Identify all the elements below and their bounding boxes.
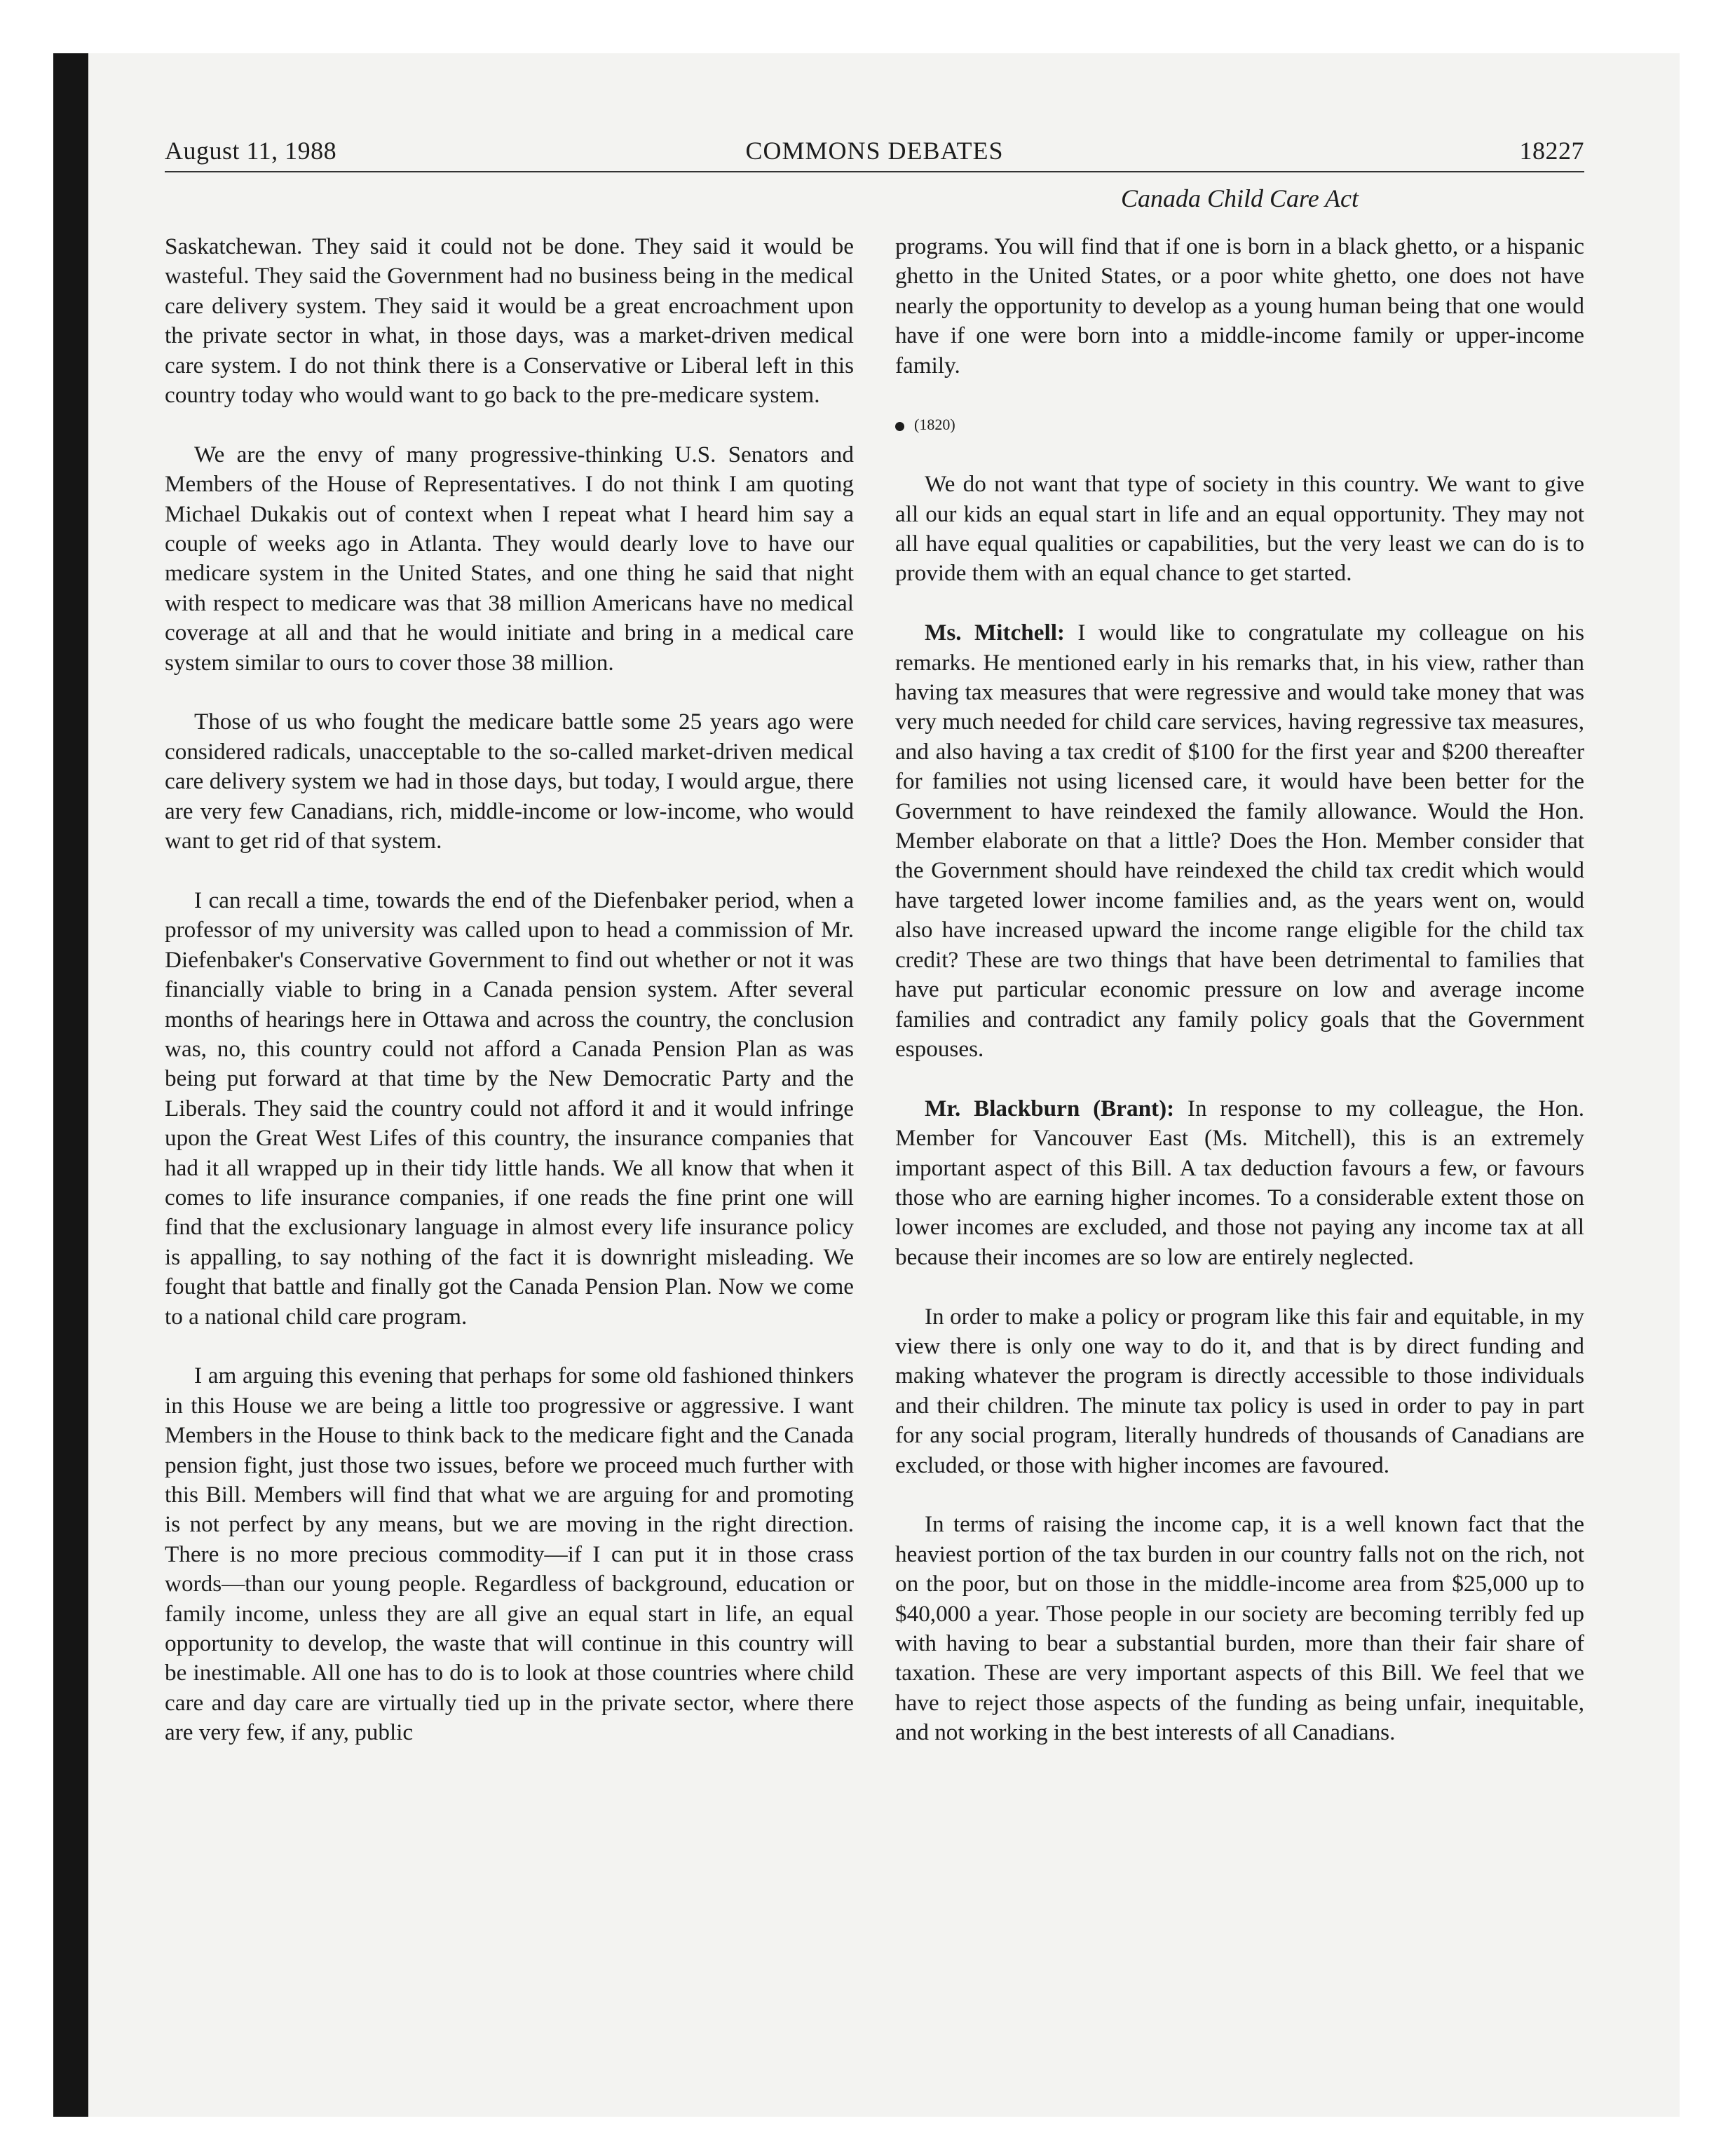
paragraph: In order to make a policy or program like this fair and equitable, in my view there is only one way to do it, and that is by direct funding and making whatever the program is directly accessible to those individuals and their children. The minute tax policy is used in order to pay in part for any social program, literally hundreds of thousands of Canadians are excluded, or those with higher incomes are favoured.	[895, 1303, 1584, 1478]
paragraph: Those of us who fought the medicare battle some 25 years ago were considered radicals, unacceptable to the so-called market-driven medical care delivery system we had in those days, but today, I would argue, there are very few Canadians, rich, middle-income or low-income, who would want to get rid of that system.	[165, 709, 854, 854]
paragraph: Saskatchewan. They said it could not be done. They said it would be wasteful. They said the Government had no business being in the medical care delivery system. They said it would be a great encroachment upon the private sector in what, in those days, was a market-driven medical care system. I do not think there is a Conservative or Liberal left in this country today who would want to go back to the pre-medicare system.	[165, 233, 854, 409]
running-title: Canada Child Care Act	[1120, 184, 1359, 212]
header-date: August 11, 1988	[165, 137, 337, 165]
speech-text: In response to my colleague, the Hon. Member for Vancouver East (Ms. Mitchell), this is an extremely important aspect of this Bill. A tax deduction favours a few, or favours those who are earning higher incomes. To a considerable extent those on lower incomes are excluded, and those not paying any income tax at all because their incomes are so low are entirely neglected.	[895, 1095, 1584, 1270]
time-marker	[895, 410, 1584, 439]
speech-text: I would like to congratulate my colleague on his remarks. He mentioned early in his remarks that, in his view, rather than having tax measures that were regressive and would take money that was very much needed for child care services, having regressive tax measures, and also having a tax credit of $100 for the first year and $200 thereafter for families not using licensed care, it would have been better for the Government to have reindexed the family allowance. Would the Hon. Member elaborate on that a little? Does the Hon. Member consider that the Government should have reindexed the child tax credit which would have targeted lower income families and, as the years went on, would also have increased upward the income range eligible for the child tax credit? These are two things that have been detrimental to families that have put particular economic pressure on low and average income families and contradict any family policy goals that the Government espouses.	[895, 620, 1584, 1062]
speaker-name: Ms. Mitchell:	[925, 620, 1065, 646]
paragraph: I am arguing this evening that perhaps for some old fashioned thinkers in this House we are being a little too progressive or aggressive. I want Members in the House to think back to the medicare fight and the Canada pension fight, just those two issues, before we proceed much further with this Bill. Members will find that what we are arguing for and promoting is not perfect by any means, but we are moving in the right direction. There is no more precious commodity—if I can put it in those crass words—than our young people. Regardless of background, education or family income, unless they are all give an equal start in life, an equal opportunity to develop, the waste that will continue in this country will be inestimable. All one has to do is to look at those countries where child care and day care are virtually tied up in the private sector, where there are very few, if any, public	[165, 1363, 854, 1746]
time-marker-text: (1820)	[914, 416, 955, 434]
paragraph: programs. You will find that if one is born in a black ghetto, or a hispanic ghetto in the United States, or a poor white ghetto, one does not have nearly the opportunity to develop as a young human being that one would have if one were born into a middle-income family or upper-income family.	[895, 233, 1584, 378]
paragraph: We are the envy of many progressive-thinking U.S. Senators and Members of the House of Representatives. I do not think I am quoting Michael Dukakis out of context when I repeat what I heard him say a couple of weeks ago in Atlanta. They would dearly love to have our medicare system in the United States, and one thing he said that night with respect to medicare was that 38 million Americans have no medical coverage at all and that he would initiate and bring in a medical care system similar to ours to cover those 38 million.	[165, 441, 854, 676]
paragraph: I can recall a time, towards the end of the Diefenbaker period, when a professor of my university was called upon to head a commission of Mr. Diefenbaker's Conservative Government to find out whether or not it was financially viable to bring in a Canada pension system. After several months of hearings here in Ottawa and across the country, the conclusion was, no, this country could not afford a Canada Pension Plan as was being put forward at that time by the New Democratic Party and the Liberals. They said the country could not afford it and it would infringe upon the Great West Lifes of this country, the insurance companies that had it all wrapped up in their tidy little hands. We all know that when it comes to life insurance companies, if one reads the fine print one will find that the exclusionary language in almost every life insurance policy is appalling, to say nothing of the fact it is downright misleading. We fought that battle and finally got the Canada Pension Plan. Now we come to a national child care program.	[165, 887, 854, 1330]
speaker-name: Mr. Blackburn (Brant):	[925, 1095, 1175, 1121]
page-number: 18227	[1519, 137, 1584, 165]
paragraph: In terms of raising the income cap, it is a well known fact that the heaviest portion of the tax burden in our country falls not on the rich, not on the poor, but on those in the middle-income area from $25,000 up to $40,000 a year. Those people in our society are becoming terribly fed up with having to bear a substantial burden, more than their fair share of taxation. These are very important aspects of this Bill. We feel that we have to reject those aspects of the funding as being unfair, inequitable, and not working in the best interests of all Canadians.	[895, 1511, 1584, 1746]
left-column	[165, 232, 854, 1778]
paragraph: We do not want that type of society in this country. We want to give all our kids an equal start in life and an equal opportunity. They may not all have equal qualities or capabilities, but the very least we can do is to provide them with an equal chance to get started.	[895, 471, 1584, 587]
page-header	[165, 130, 1584, 172]
header-title: COMMONS DEBATES	[745, 137, 1004, 165]
bullet-icon	[895, 422, 904, 431]
scan-border	[53, 53, 88, 2117]
speech-paragraph	[895, 1094, 1584, 1272]
right-column	[895, 232, 1584, 1778]
speech-paragraph	[895, 618, 1584, 1064]
